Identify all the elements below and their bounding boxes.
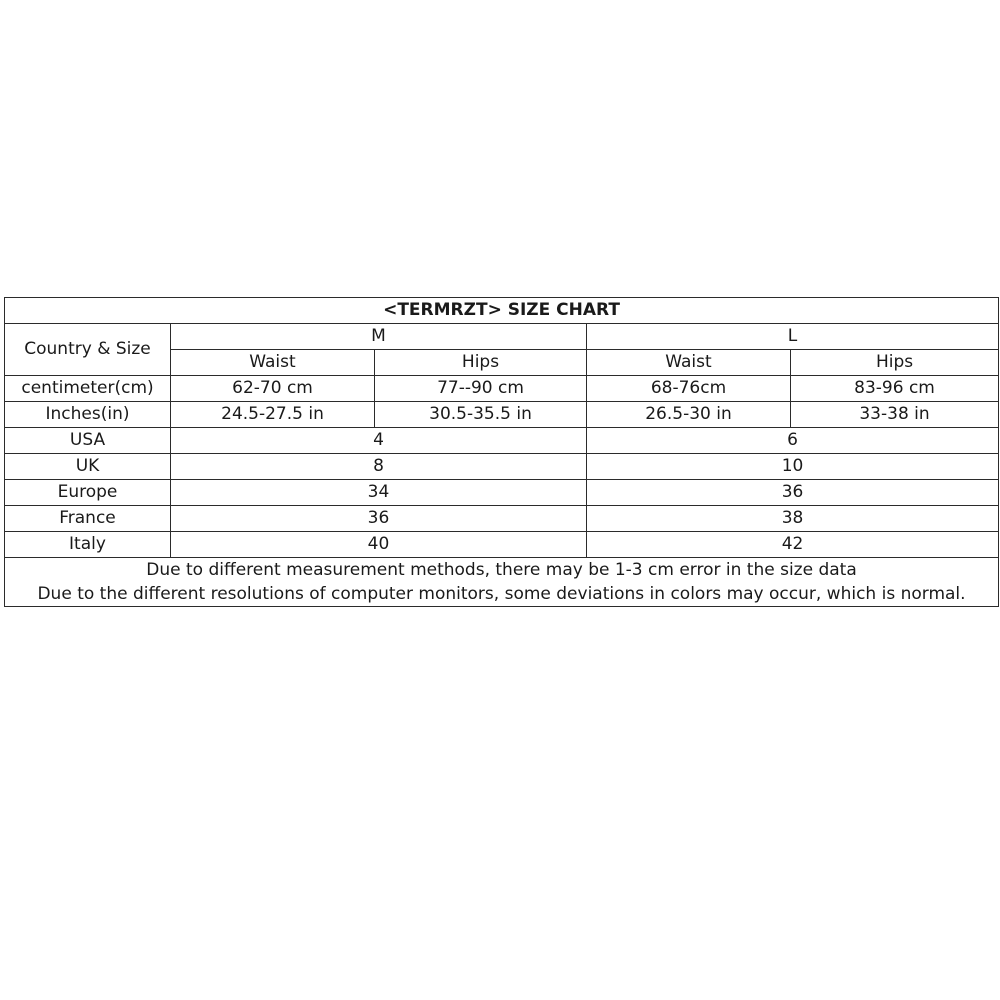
table-row bbox=[5, 480, 999, 506]
table-row bbox=[5, 428, 999, 454]
table-cell: 6 bbox=[587, 428, 999, 454]
row-label: Europe bbox=[5, 480, 171, 506]
table-cell: 83-96 cm bbox=[791, 376, 999, 402]
table-cell: 33-38 in bbox=[791, 402, 999, 428]
corner-label: Country & Size bbox=[5, 324, 171, 376]
chart-title: <TERMRZT> SIZE CHART bbox=[5, 298, 999, 324]
measure-header: Waist bbox=[587, 350, 791, 376]
notes-cell bbox=[5, 558, 999, 607]
size-header-l: L bbox=[587, 324, 999, 350]
row-label: UK bbox=[5, 454, 171, 480]
size-chart bbox=[4, 297, 998, 607]
size-chart-table bbox=[4, 297, 999, 607]
table-cell: 38 bbox=[587, 506, 999, 532]
table-cell: 40 bbox=[171, 532, 587, 558]
size-header-m: M bbox=[171, 324, 587, 350]
note-measurement-error: Due to different measurement methods, there may be 1-3 cm error in the size data bbox=[146, 560, 857, 580]
table-cell: 34 bbox=[171, 480, 587, 506]
measure-header: Hips bbox=[791, 350, 999, 376]
row-label: France bbox=[5, 506, 171, 532]
measure-header: Hips bbox=[375, 350, 587, 376]
table-cell: 4 bbox=[171, 428, 587, 454]
table-cell: 42 bbox=[587, 532, 999, 558]
row-label: Inches(in) bbox=[5, 402, 171, 428]
table-cell: 36 bbox=[587, 480, 999, 506]
row-label: centimeter(cm) bbox=[5, 376, 171, 402]
table-cell: 24.5-27.5 in bbox=[171, 402, 375, 428]
table-cell: 30.5-35.5 in bbox=[375, 402, 587, 428]
table-cell: 77--90 cm bbox=[375, 376, 587, 402]
size-header-row bbox=[5, 324, 999, 350]
table-cell: 68-76cm bbox=[587, 376, 791, 402]
table-cell: 26.5-30 in bbox=[587, 402, 791, 428]
table-row bbox=[5, 532, 999, 558]
table-cell: 8 bbox=[171, 454, 587, 480]
table-cell: 62-70 cm bbox=[171, 376, 375, 402]
table-row bbox=[5, 506, 999, 532]
table-cell: 10 bbox=[587, 454, 999, 480]
measure-header: Waist bbox=[171, 350, 375, 376]
title-row bbox=[5, 298, 999, 324]
row-label: Italy bbox=[5, 532, 171, 558]
table-row bbox=[5, 454, 999, 480]
row-label: USA bbox=[5, 428, 171, 454]
table-row bbox=[5, 376, 999, 402]
table-row bbox=[5, 402, 999, 428]
notes-row bbox=[5, 558, 999, 607]
note-color-deviation: Due to the different resolutions of computer monitors, some deviations in colors may occur, which is normal. bbox=[37, 584, 966, 604]
table-cell: 36 bbox=[171, 506, 587, 532]
